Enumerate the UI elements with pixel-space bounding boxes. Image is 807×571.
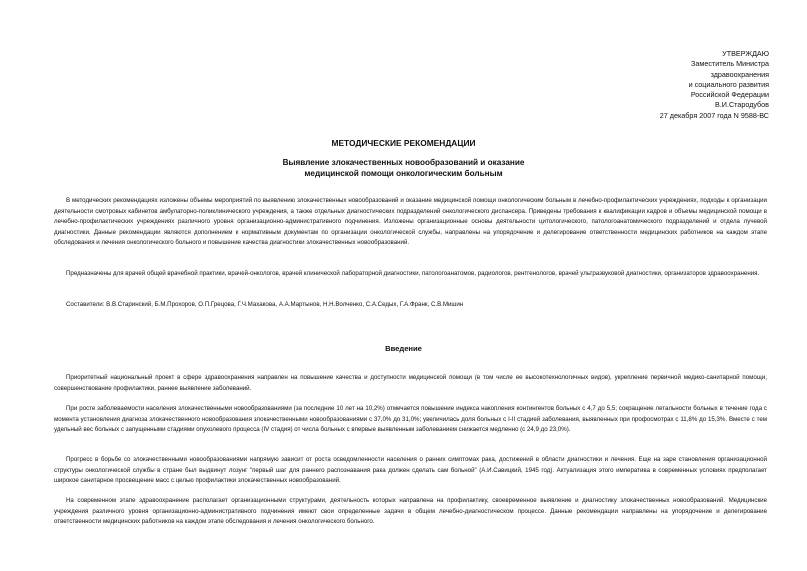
approval-line: В.И.Стародубов xyxy=(715,100,769,110)
section-paragraph-text: На современном этапе здравоохранение располагает организационными структурами, деятельность которых направлена на профилактику, своевременное выявление и диагностику злокачественных новообразований. Медицинские учреждения различного уровня организационно-административного подчинения имеют свои определенные задачи в общем лечебно-диагностическом процессе. Данные рекомендации направлены на упорядочение и делегирование ответственности медицинских работников на каждом этапе обследования и лечения онкологического больного. xyxy=(54,497,767,526)
section-paragraph-text: Прогресс в борьбе со злокачественными новообразованиями напрямую зависит от роста осведомленности населения о ранних симптомах рака, достижений в области диагностики и лечения. Еще на заре становления организационной структуры онкологической службы в стране был выдвинут лозунг "первый шаг для раннего распознавания рака должен сделать сам больной" (А.И.Савицкий, 1945 год). Актуализация этого императива в современных условиях предполагает широкое санитарное просвещение масс с целью профилактики злокачественных новообразований. xyxy=(54,456,767,485)
document-title-line: медицинской помощи онкологическим больным xyxy=(304,169,503,178)
approval-line: УТВЕРЖДАЮ xyxy=(722,49,769,58)
section-paragraph xyxy=(54,455,767,487)
approval-line: и социального развития xyxy=(688,79,769,89)
approval-line: здравоохранения xyxy=(710,69,769,79)
document-title-line: Выявление злокачественных новообразований и оказание xyxy=(282,158,525,167)
approval-block xyxy=(660,49,769,121)
approval-date: 27 декабря 2007 года N 9588-ВС xyxy=(659,110,769,120)
section-heading: Введение xyxy=(385,344,422,353)
authors-text: Составители: В.В.Старинский, Б.М.Прохоров, О.П.Грецова, Г.Ч.Махакова, А.А.Мартынов, Н.Н.Волченко, С.А.Седых, Г.А.Франк, С.В.Мишин xyxy=(66,301,464,308)
section-paragraph-text: При росте заболеваемости населения злокачественными новообразованиями (за последние 10 лет на 10,2%) отмечается повышение индекса накопления контингентов больных с 4,7 до 5,5; сокращение летальности больных в течение года с момента установления диагноза злокачественного новообразования злокачественными новообразованиями с 37,0% до 31,0%; увеличилась доля больных с I-II стадией заболевания, выявленных при профосмотрах с 11,8% до 15,3%. Вместе с тем удельный вес больных с запущенными стадиями опухолевого процесса (IV стадия) от числа больных с впервые выявленным заболеванием снижается медленно (с 24,9 до 23,0%). xyxy=(54,405,767,434)
audience-text: Предназначены для врачей общей врачебной практики, врачей-онкологов, врачей клинической лабораторной диагностики, патологоанатомов, радиологов, рентгенологов, врачей ультразвуковой диагностики, организаторов здравоохранения. xyxy=(66,270,760,277)
section-paragraph xyxy=(54,373,767,394)
document-title xyxy=(0,157,807,179)
section-paragraph xyxy=(54,496,767,528)
abstract-paragraph xyxy=(54,196,767,249)
abstract-text: В методических рекомендациях изложены объемы мероприятий по выявлению злокачественных новообразований и оказание медицинской помощи онкологическим больным в лечебно-профилактических учреждениях, подходы к организации деятельности смотровых кабинетов амбулаторно-поликлинического учреждения, а также отдельных диагностических подразделений онкологического диспансера. Приведены требования к квалификации кадров и объемы медицинской помощи в лечебно-профилактических учреждениях различного уровня организационно-административного подчинения. Изложены организационные основы деятельности цитологического, патологоанатомического подразделений и отдела лучевой диагностики. Данные рекомендации являются дополнением к нормативным документам по организации онкологической службы, направлены на упорядочение и делегирование ответственности медицинских работников на каждом этапе обследования и лечения онкологического больного и повышение качества диагностики злокачественных новообразований. xyxy=(54,197,767,247)
authors-paragraph xyxy=(54,300,767,311)
audience-paragraph xyxy=(54,269,767,280)
section-paragraph-text: Приоритетный национальный проект в сфере здравоохранения направлен на повышение качества и доступности медицинской помощи (в том числе ее высокотехнологичных видов), укрепление первичной медико-санитарной помощи, совершенствование профилактики, раннее выявление заболеваний. xyxy=(54,374,767,392)
approval-line: Заместитель Министра xyxy=(691,59,769,69)
document-type: МЕТОДИЧЕСКИЕ РЕКОМЕНДАЦИИ xyxy=(331,138,476,148)
approval-line: Российской Федерации xyxy=(690,90,769,100)
section-paragraph xyxy=(54,404,767,436)
